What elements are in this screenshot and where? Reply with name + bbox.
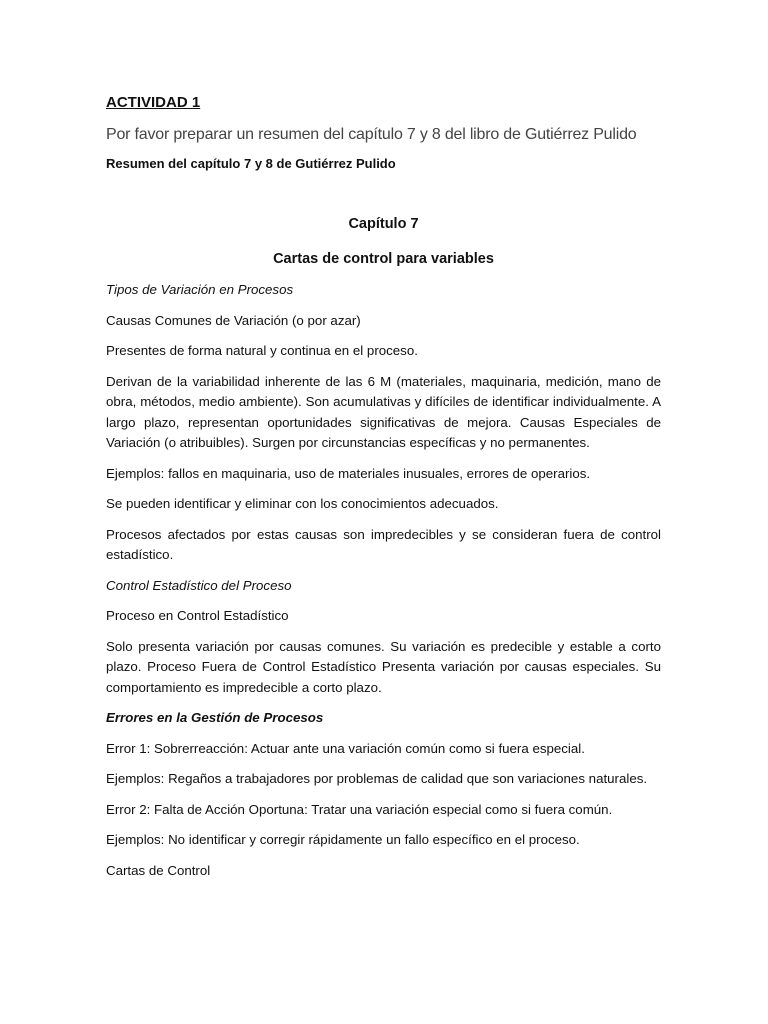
instruction-text: Por favor preparar un resumen del capítulo 7 y 8 del libro de Gutiérrez Pulido: [106, 126, 637, 143]
paragraph: Proceso en Control Estadístico: [106, 608, 289, 623]
paragraph: Ejemplos: Regaños a trabajadores por problemas de calidad que son variaciones naturales.: [106, 771, 648, 786]
chapter-title: Cartas de control para variables: [273, 251, 494, 267]
chapter-number: Capítulo 7: [348, 216, 419, 232]
paragraph: Error 2: Falta de Acción Oportuna: Tratar una variación especial como si fuera común.: [106, 801, 613, 817]
paragraph: Derivan de la variabilidad inherente de las 6 M (materiales, maquinaria, medición, mano de obra, métodos, medio ambiente). Son acumulativas y difíciles de identificar individualmente. A largo plazo, representan oportunidades significativas de mejora. Causas Especiales de Variación (o atribuibles). Surgen por circunstancias específicas y no permanentes.: [106, 373, 661, 450]
paragraph: Solo presenta variación por causas comunes. Su variación es predecible y estable a corto plazo. Proceso Fuera de Control Estadístico Presenta variación por causas especiales. Su comportamiento es impredecible a corto plazo.: [106, 638, 661, 695]
section-heading-statistical-control: Control Estadístico del Proceso: [106, 577, 292, 593]
summary-heading: Resumen del capítulo 7 y 8 de Gutiérrez Pulido: [106, 156, 396, 171]
paragraph: Se pueden identificar y eliminar con los conocimientos adecuados.: [106, 496, 499, 511]
section-heading-variation-types: Tipos de Variación en Procesos: [106, 282, 294, 297]
paragraph: Error 1: Sobrerreacción: Actuar ante una variación común como si fuera especial.: [106, 740, 585, 756]
paragraph: Causas Comunes de Variación (o por azar): [106, 312, 361, 328]
activity-title: ACTIVIDAD 1: [106, 94, 201, 111]
document-page: [106, 92, 661, 881]
paragraph: Ejemplos: fallos en maquinaria, uso de materiales inusuales, errores de operarios.: [106, 465, 591, 481]
paragraph: Ejemplos: No identificar y corregir rápidamente un fallo específico en el proceso.: [106, 832, 580, 847]
paragraph: Presentes de forma natural y continua en el proceso.: [106, 343, 418, 358]
paragraph: Procesos afectados por estas causas son impredecibles y se consideran fuera de control estadístico.: [106, 526, 661, 562]
paragraph: Cartas de Control: [106, 862, 211, 878]
section-heading-process-errors: Errores en la Gestión de Procesos: [106, 710, 324, 725]
